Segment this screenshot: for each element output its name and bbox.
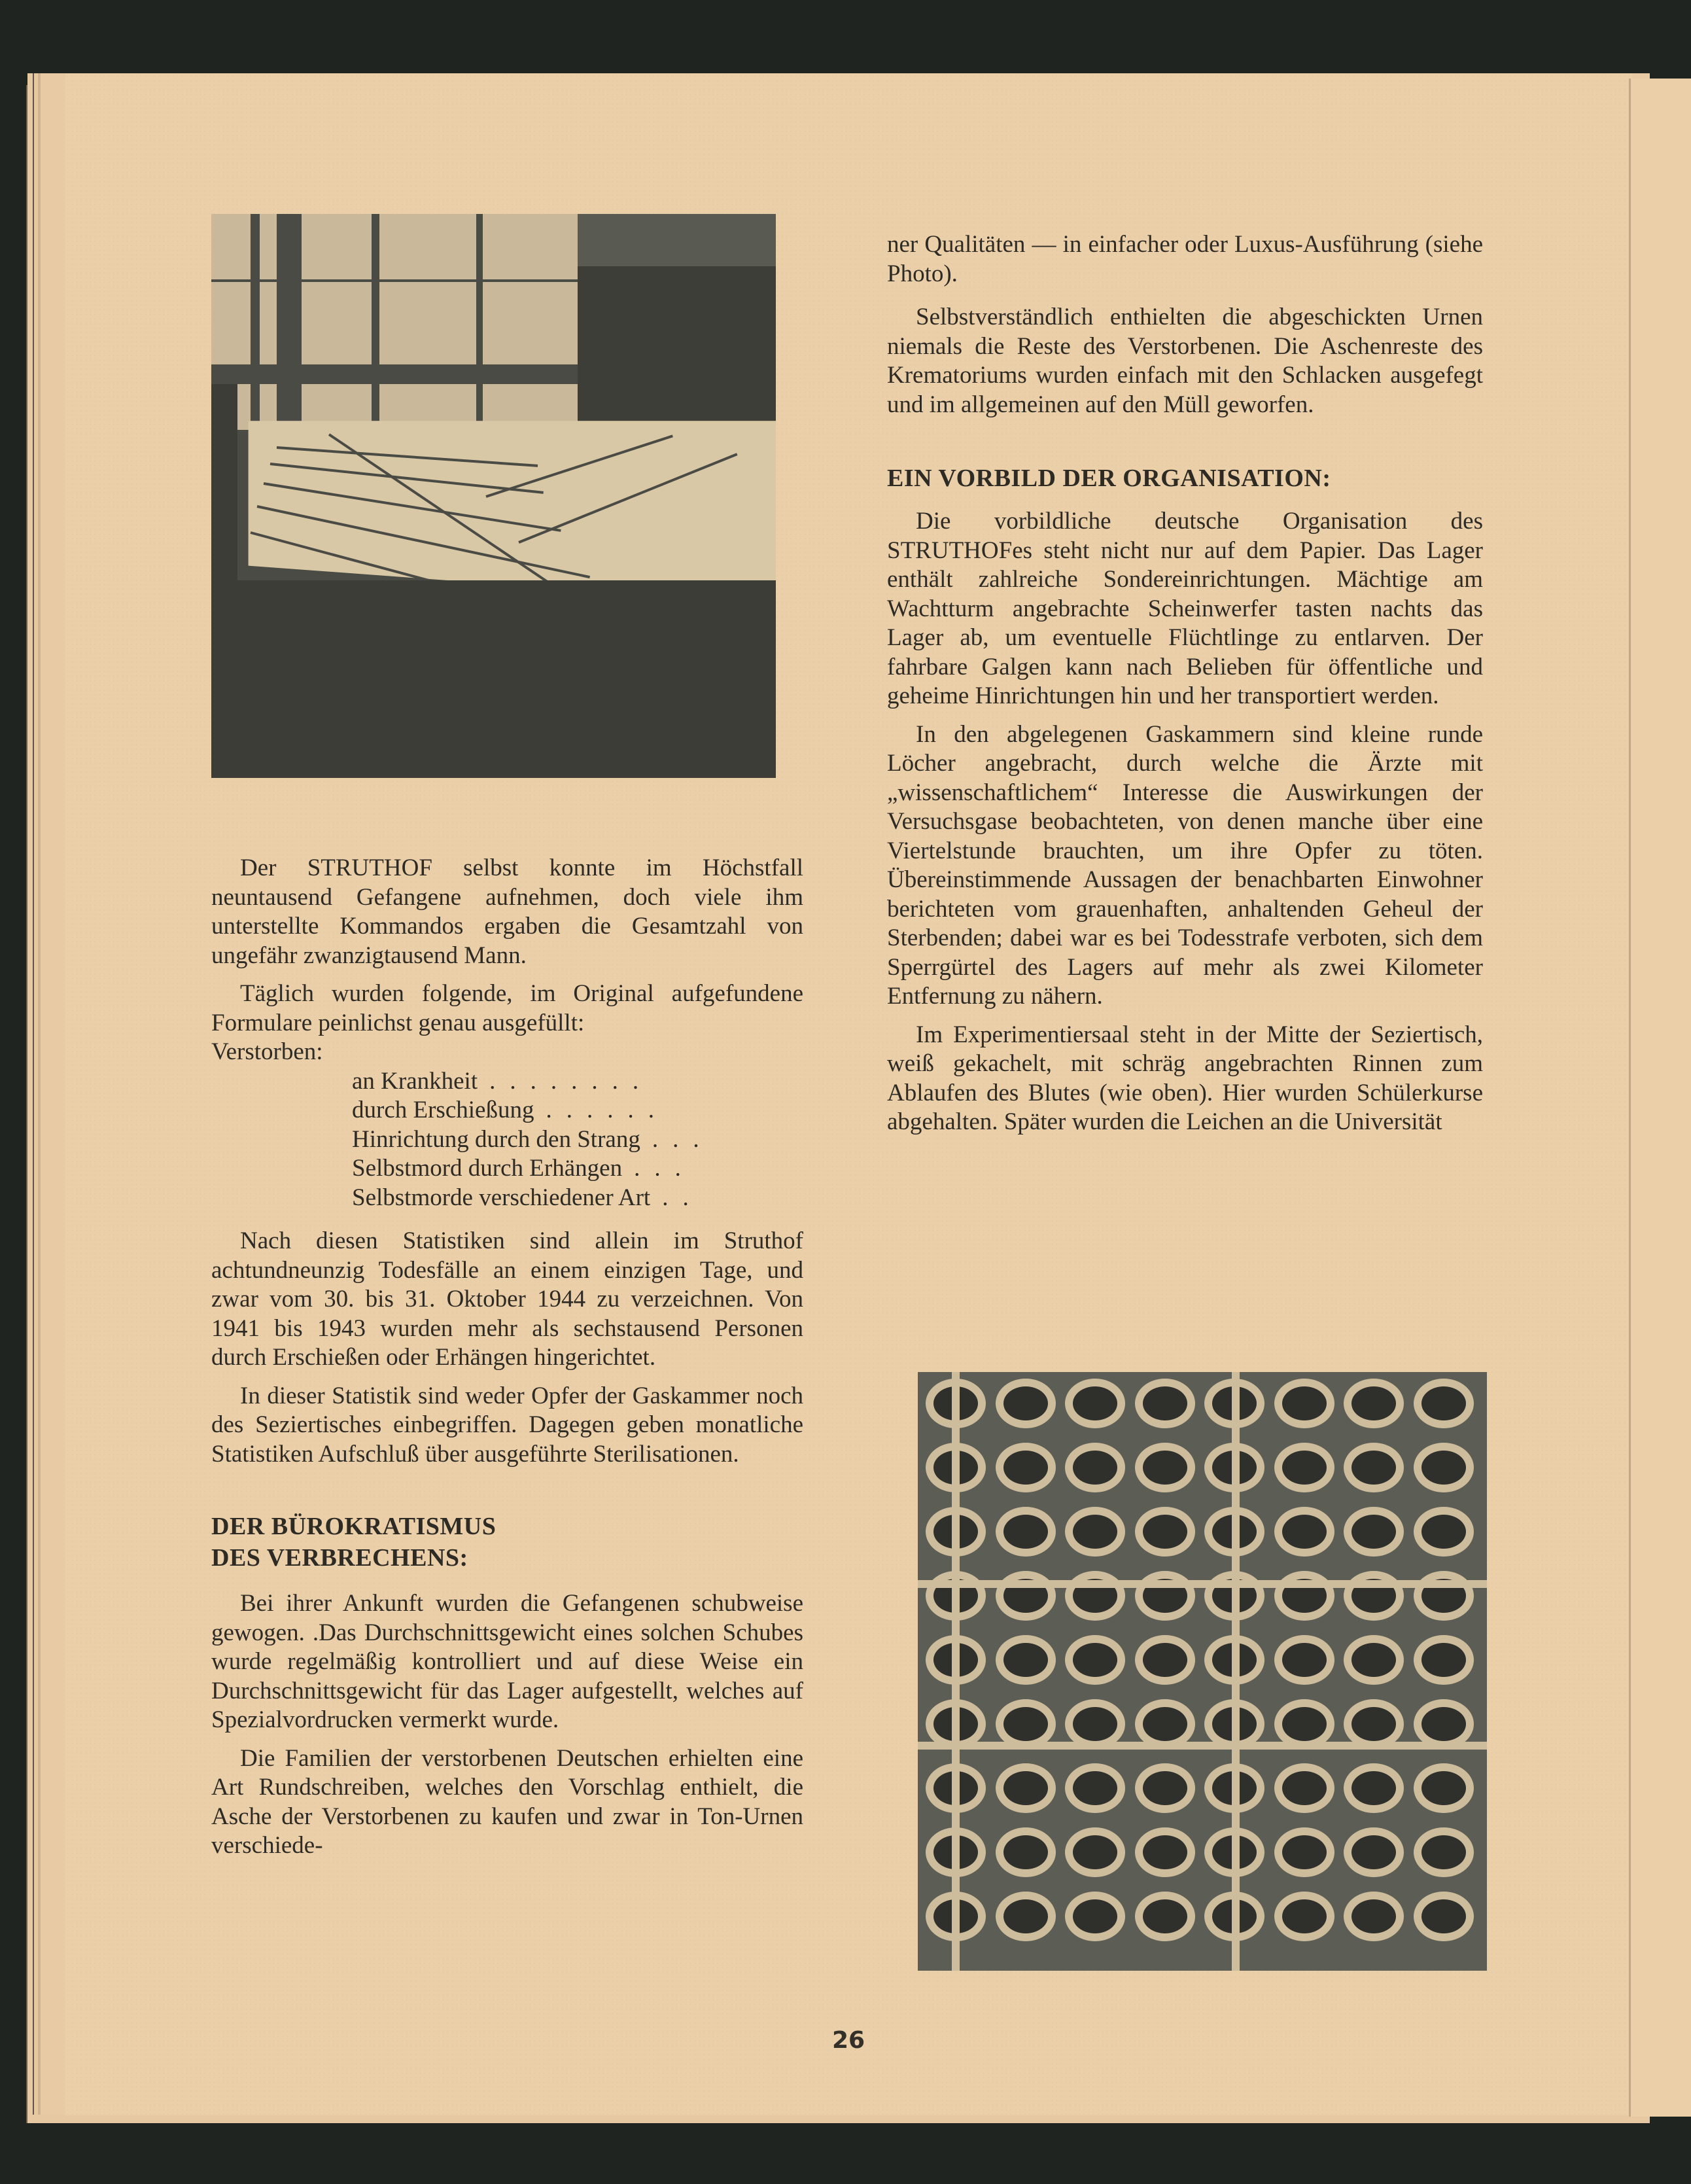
left-column — [211, 854, 803, 1870]
table-base — [221, 580, 776, 778]
paragraph: In dieser Statistik sind weder Opfer der Gaskammer noch des Seziertisches einbegriffen. Dagegen geben monatliche Statistiken Aufschluß über ausgeführte Sterilisationen. — [211, 1382, 803, 1468]
paragraph: Bei ihrer Ankunft wurden die Gefangenen schubweise gewogen. .Das Durchschnittsgewicht eines solchen Schubes wurde regelmäßig kontrolliert und auf diese Weise ein Durchschnittsgewicht für das Lager aufgestellt, welches auf Spezialvordrucken vermerkt wurde. — [211, 1590, 803, 1733]
form-item: durch Erschießung ...... — [352, 1097, 669, 1123]
paragraph: Die vorbildliche deutsche Organisation des STRUTHOFes steht nicht nur auf dem Papier. Das Lager enthält zahlreiche Sondereinrichtungen. Mächtige am Wachtturm angebrachte Scheinwerfer tasten nachts das Lager ab, um eventuelle Flüchtlinge zu entlarven. Der fahrbare Galgen kann nach Belieben für öffentliche und geheime Hinrichtungen hin und her transportiert werden. — [887, 508, 1483, 709]
facing-page-edge — [1631, 79, 1691, 2117]
paragraph: Selbstverständlich enthielten die abgeschickten Urnen niemals die Reste des Verstorbenen. Die Aschenreste des Krematoriums wurden einfach mit den Schlacken ausgefegt und im allgemeinen auf den Müll geworfen. — [887, 304, 1483, 418]
urns-shelf-photo — [918, 1372, 1487, 1971]
form-item: Selbstmord durch Erhängen ... — [352, 1155, 695, 1182]
form-item: Hinrichtung durch den Strang ... — [352, 1125, 714, 1153]
form-label: Verstorben: — [211, 1038, 323, 1065]
window — [211, 214, 578, 430]
page-number: 26 — [832, 2027, 865, 2054]
paragraph: Im Experimentiersaal steht in der Mitte der Seziertisch, weiß gekachelt, mit schräg angebrachten Rinnen zum Ablaufen des Blutes (wie oben). Hier wurden Schülerkurse abgehalten. Später wurden die Leichen an die Universität — [887, 1021, 1483, 1135]
paragraph: In den abgelegenen Gaskammern sind kleine runde Löcher angebracht, durch welche die Ärzte mit „wissenschaftlichem“ Interesse die Auswirkungen der Versuchsgase beobachteten, von denen manche über eine Viertelstunde brauchten, um ihre Opfer zu töten. Übereinstimmende Aussagen der benachbarten Einwohner berichteten vom grauenhaften, anhaltenden Geheul der Sterbenden; dabei war es bei Todesstrafe verboten, sich dem Sperrgürtel des Lagers auf mehr als zwei Kilometer Entfernung zu nähern. — [887, 720, 1483, 1010]
paragraph: Der STRUTHOF selbst konnte im Höchstfall neuntausend Gefangene aufnehmen, doch viele ihm unterstellte Kommandos ergaben die Gesamtzahl von ungefähr zwanzigtausend Mann. — [211, 854, 803, 969]
urn-array — [918, 1372, 1487, 1971]
death-cause-form-list — [352, 1067, 803, 1213]
form-item: an Krankheit ........ — [352, 1067, 654, 1095]
section-heading: EIN VORBILD DER ORGANISATION: — [887, 465, 1331, 492]
paragraph: Täglich wurden folgende, im Original aufgefundene Formulare peinlichst genau ausgefüllt: — [211, 980, 803, 1036]
paragraph: Nach diesen Statistiken sind allein im Struthof achtundneunzig Todesfälle an einem einzigen Tage, und zwar vom 30. bis 31. Oktober 1944 zu verzeichnen. Von 1941 bis 1943 wurden mehr als sechstausend Personen durch Erschießen oder Erhängen hingerichtet. — [211, 1227, 803, 1371]
section-heading: DER BÜROKRATISMUS DES VERBRECHENS: — [211, 1513, 497, 1572]
dissection-table-photo — [211, 214, 776, 778]
paragraph: ner Qualitäten — in einfacher oder Luxus-Ausführung (siehe Photo). — [887, 231, 1483, 287]
right-column — [887, 230, 1483, 1146]
form-item: Selbstmorde verschiedener Art .. — [352, 1184, 703, 1211]
paragraph: Die Familien der verstorbenen Deutschen erhielten eine Art Rundschreiben, welches den Vorschlag enthielt, die Asche der Verstorbenen zu kaufen und zwar in Ton-Urnen verschiede- — [211, 1744, 803, 1859]
